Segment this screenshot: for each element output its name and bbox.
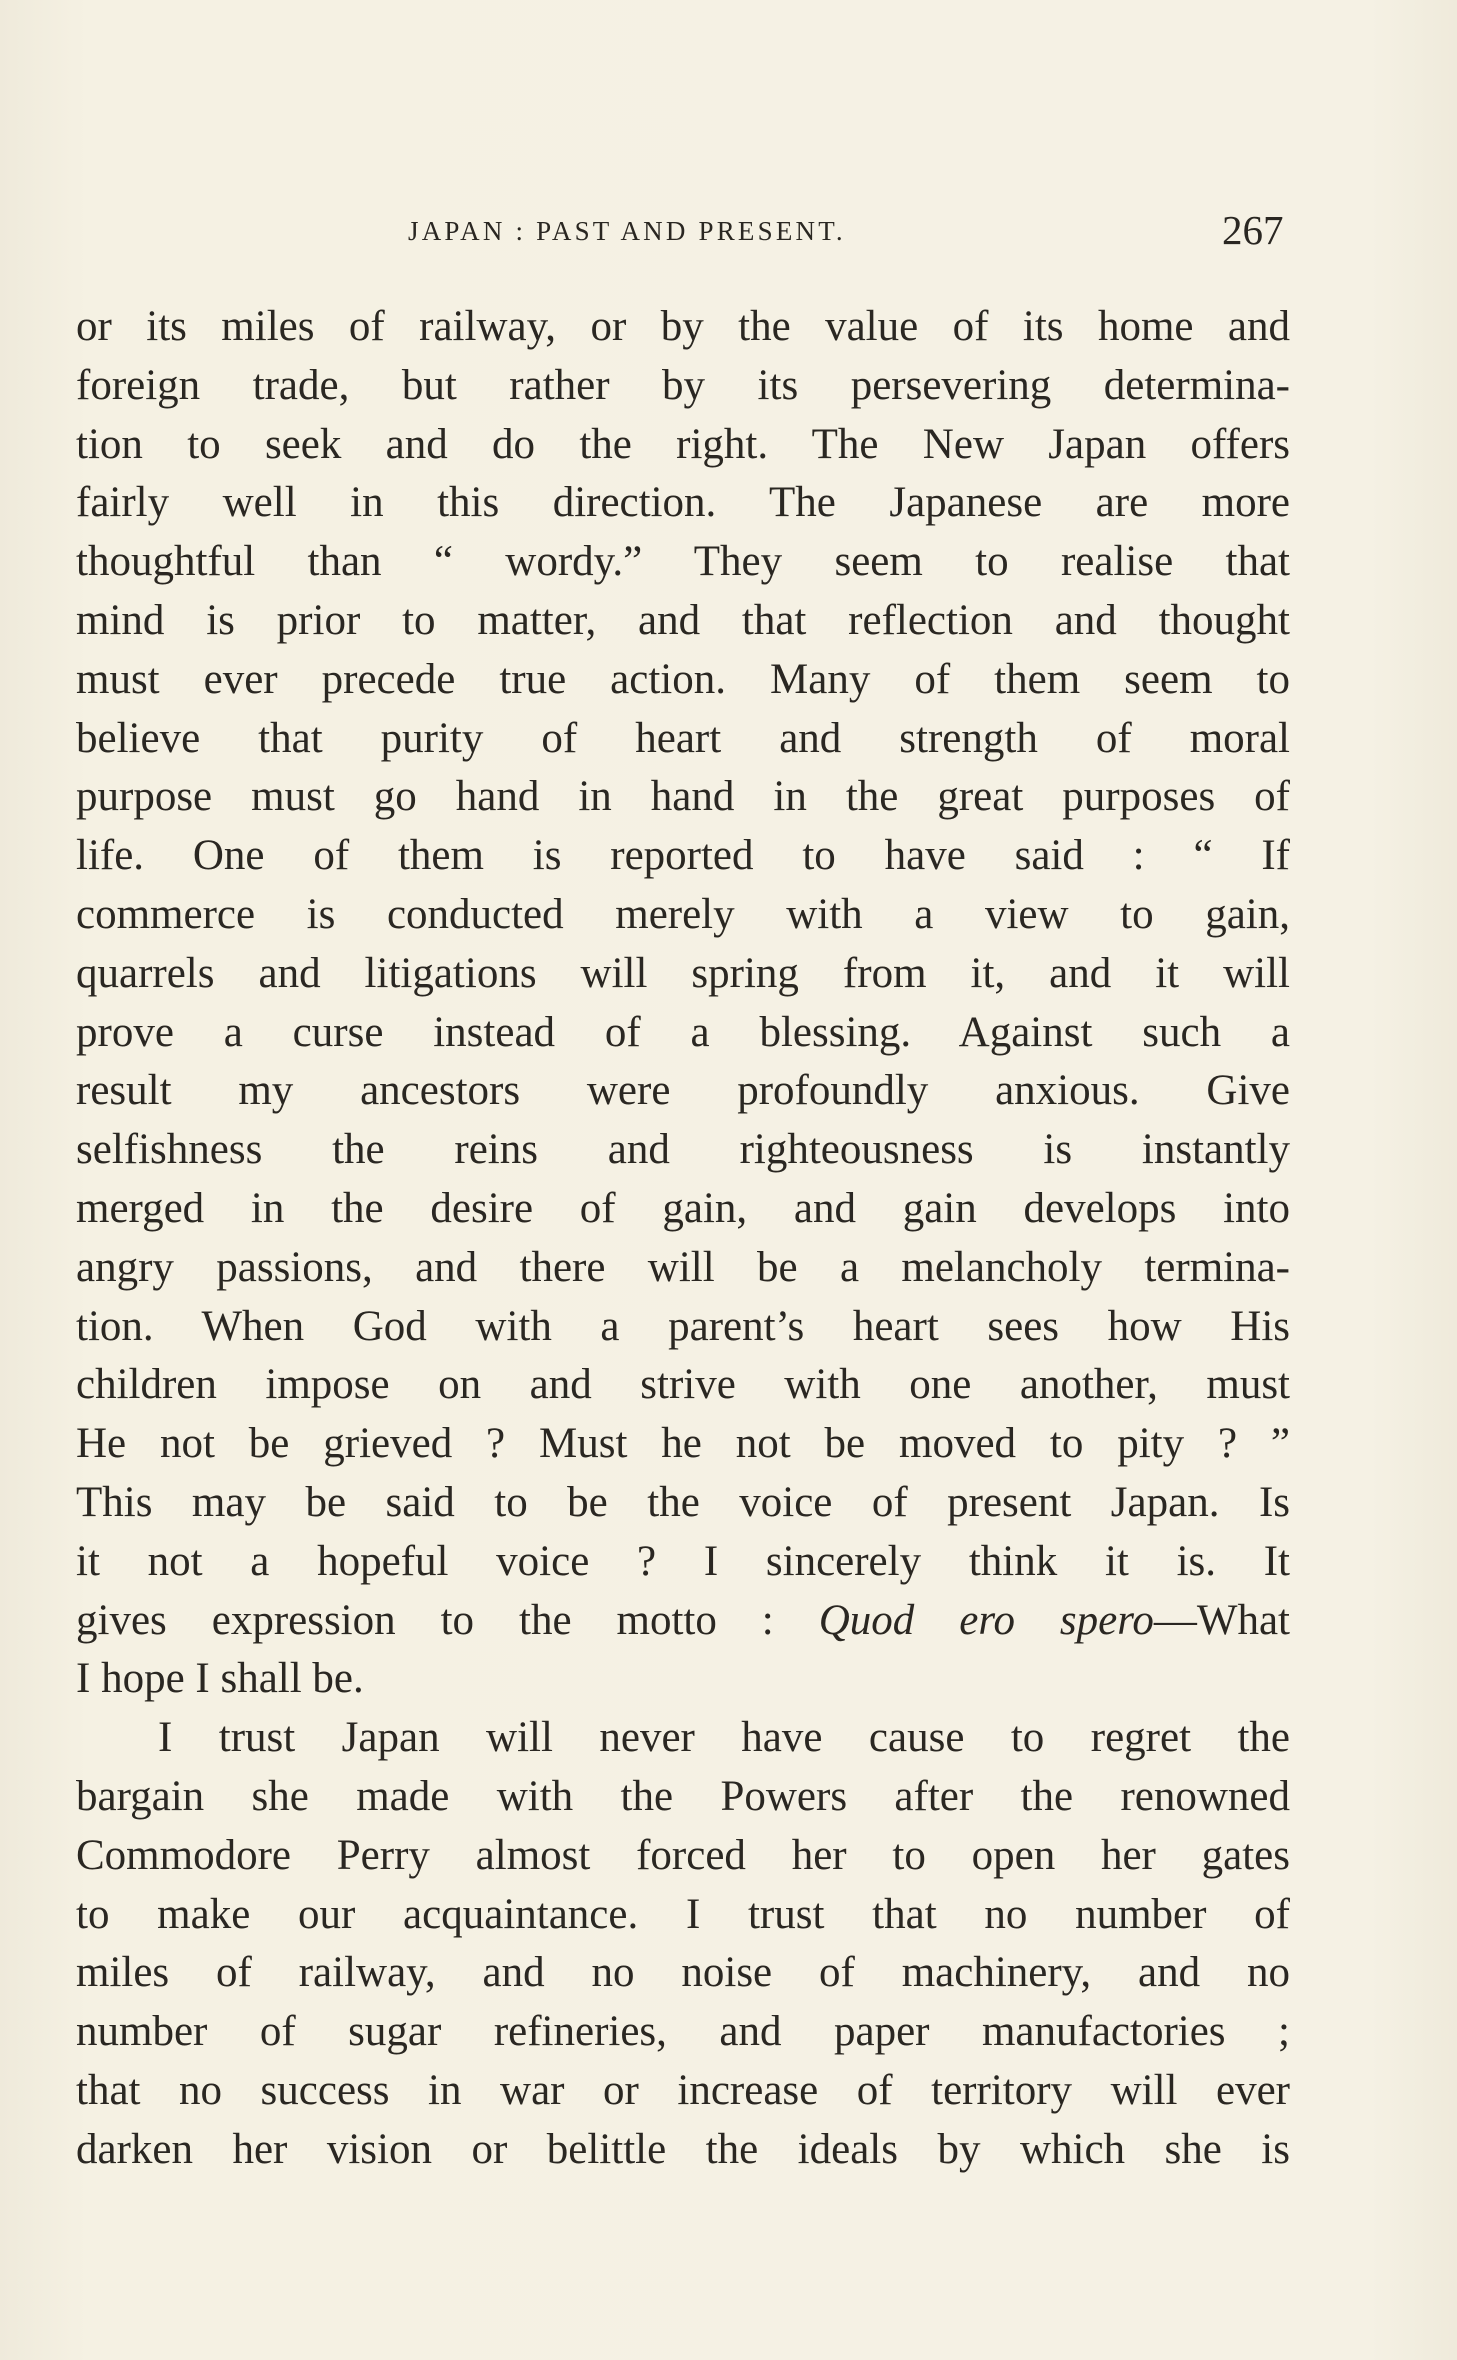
text-line: commerce is conducted merely with a view to gain, [76, 890, 1290, 938]
text-line: that no success in war or increase of territory will ever [76, 2066, 1290, 2114]
text-line: must ever precede true action. Many of them seem to [76, 655, 1290, 703]
paragraph-end-line: I hope I shall be. [76, 1655, 364, 1703]
running-title: JAPAN : PAST AND PRESENT. [408, 216, 846, 246]
text-line: to make our acquaintance. I trust that no number of [76, 1890, 1290, 1938]
text-line: number of sugar refineries, and paper manufactories ; [76, 2008, 1290, 2056]
text-line: mind is prior to matter, and that reflection and thought [76, 596, 1290, 644]
text-line: purpose must go hand in hand in the great purposes of [76, 773, 1290, 821]
text-line: believe that purity of heart and strength of moral [76, 714, 1290, 762]
motto-lead-text: gives expression to the motto : [76, 1596, 819, 1644]
text-line: foreign trade, but rather by its persevering determina- [76, 361, 1290, 409]
text-line: prove a curse instead of a blessing. Against such a [76, 1008, 1290, 1056]
text-line: He not be grieved ? Must he not be moved to pity ? ” [76, 1420, 1290, 1468]
page-number: 267 [1222, 207, 1284, 253]
latin-motto: Quod ero spero [818, 1596, 1154, 1644]
text-line: darken her vision or belittle the ideals by which she is [76, 2125, 1290, 2173]
text-line: tion. When God with a parent’s heart sees how His [76, 1302, 1290, 1350]
text-line: miles of railway, and no noise of machinery, and no [76, 1949, 1290, 1997]
text-line: Commodore Perry almost forced her to open her gates [76, 1831, 1290, 1879]
text-line: selfishness the reins and righteousness is instantly [76, 1126, 1290, 1174]
text-line: it not a hopeful voice ? I sincerely think it is. It [76, 1537, 1290, 1585]
motto-trail-text: —What [1153, 1596, 1290, 1644]
text-line: life. One of them is reported to have said : “ If [76, 832, 1290, 880]
text-line: fairly well in this direction. The Japanese are more [76, 479, 1290, 527]
text-line: quarrels and litigations will spring from it, and it will [76, 949, 1290, 997]
text-line: tion to seek and do the right. The New Japan offers [76, 420, 1290, 468]
text-line: result my ancestors were profoundly anxious. Give [76, 1067, 1290, 1115]
motto-line [76, 1592, 1290, 1651]
text-line: bargain she made with the Powers after the renowned [76, 1772, 1290, 1820]
text-line: merged in the desire of gain, and gain develops into [76, 1184, 1290, 1232]
text-line: or its miles of railway, or by the value of its home and [76, 303, 1290, 350]
text-line: thoughtful than “ wordy.” They seem to realise that [76, 538, 1290, 586]
paragraph-first-line: I trust Japan will never have cause to regret the [158, 1714, 1290, 1762]
text-line: This may be said to be the voice of present Japan. Is [76, 1478, 1290, 1526]
running-head [0, 206, 1457, 256]
body-text [76, 298, 1290, 2180]
text-line: children impose on and strive with one another, must [76, 1361, 1290, 1409]
text-line: angry passions, and there will be a melancholy termina- [76, 1243, 1290, 1291]
